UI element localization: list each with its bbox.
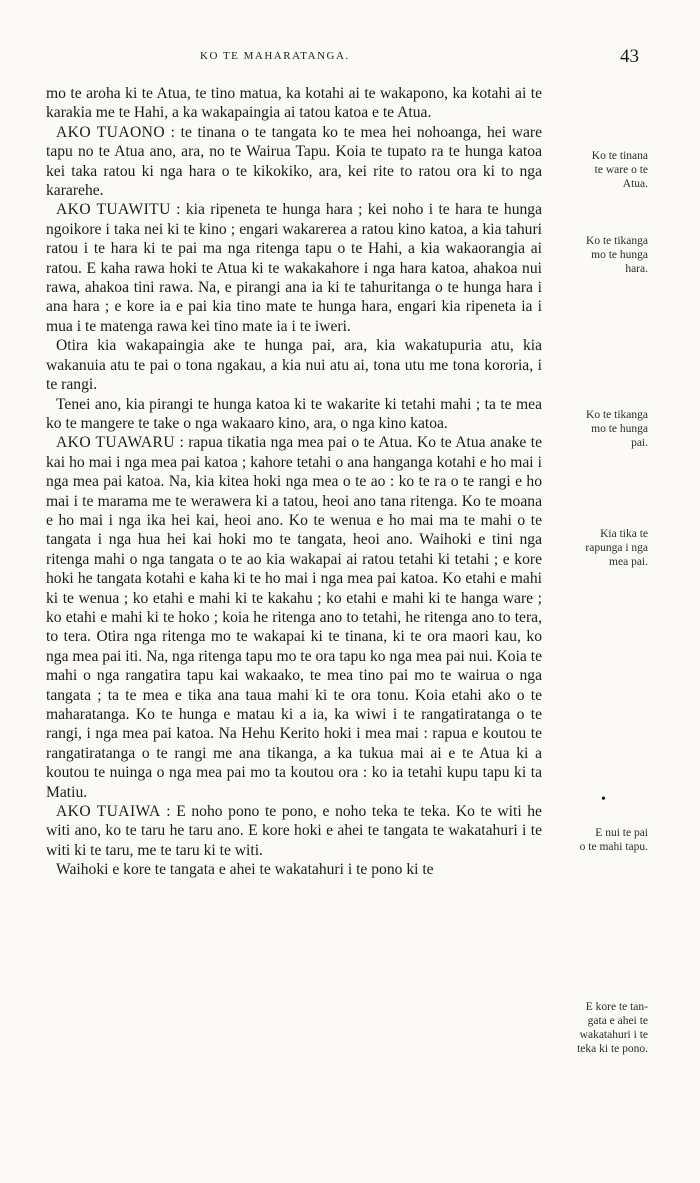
paragraph-ako-tuawaru: AKO TUAWARU : rapua tikatia nga mea pai o te Atua. Ko te Atua anake te kai ho mai i nga mea pai katoa ; kahore tetahi o ana hanganga kotahi e ho mai i nga mea pai katoa. Na, kia kitea hoki nga mea o te ao : ko te ra o te rangi e ho mai i te marama me te werawera ki a tatou, heoi ano tana ritenga. Ko te moana e ho mai i nga ika hei kai, heoi ano. Ko te wenua e ho mai ma te mahi o te tangata i nga hua hei kai hoki mo te tangata, heoi ano. Waihoki e tini nga ritenga mahi o nga tangata o te ao kia wakapai ai ratou tetahi ki tetahi ; e kore hoki he tangata kotahi e kaha ki te ho mai i nga mea pai katoa. Ko etahi e mahi ki te wenua ; ko etahi e mahi ki te kakahu ; ko etahi e mahi ki te hanga ware ; ko etahi e mahi ki te hoko ; koia he ritenga ano to tetahi, he ritenga ano to tera, to tera. Otira nga ritenga mo te wakapai ki te tinana, ki te ora maori kau, ko nga mea pai iti. Na, nga ritenga tapu mo te ora tapu ko nga mea pai nui. Koia te mahi o nga rangatira tapu kai wakaako, te mea tino pai mo te wairua o nga tangata ; ta te mea e tika ana taua mahi ki te ora tonu. Koia etahi ako o te maharatanga. Ko te hunga e matau ki a ia, ka wiwi i te rangatiratanga o te rangi, i nga mea pai katoa. Na Hehu Kerito hoki i mea mai : rapua e koutou te rangatiratanga o te rangi me ana tikanga, a ka tukua mai ai e te Atua ki a koutou te nuinga o nga mea pai mo ta koutou ora : ko ia tetahi kupu tapu ki ta Matiu.	[46, 434, 542, 801]
paragraph: Tenei ano, kia pirangi te hunga katoa ki te wakarite ki tetahi mahi ; ta te mea ko te mangere te take o nga wakaaro kino, ara, o nga kino katoa.	[46, 395, 542, 432]
page-number: 43	[620, 46, 639, 67]
margin-note: E kore te tan- gata e ahei te wakatahuri i te teka ki te pono.	[577, 1001, 648, 1055]
margin-note: E nui te pai o te mahi tapu.	[579, 827, 648, 853]
page-header	[0, 48, 700, 70]
section-heading: AKO TUAIWA	[56, 803, 161, 821]
section-heading: AKO TUAWARU	[56, 434, 176, 452]
margin-note: Ko te tinana te ware o te Atua.	[591, 150, 648, 190]
body-text	[46, 84, 542, 880]
margin-note: Ko te tikanga mo te hunga hara.	[586, 235, 648, 275]
paragraph-ako-tuaono: AKO TUAONO : te tinana o te tangata ko te mea hei nohoanga, hei ware tapu no te Atua ano, ara, no te Wairua Tapu. Koia te tupato ra te hunga katoa kei taka ratou ki nga hara o te kikokiko, ara, kei rite to ratou ora ki to nga kararehe.	[46, 123, 543, 200]
paragraph-ako-tuawitu: AKO TUAWITU : kia ripeneta te hunga hara ; kei noho i te hara te hunga ngoikore i taka nei ki te kino ; engari wakarerea a ratou kino katoa, a kia tahuri ratou i te hara ki te pai ma nga ritenga tapu o te Hahi, a kia wakaorangia ai ratou. E kaha rawa hoki te Atua ki te wakakahore i nga hara katoa, ahakoa nui rawa, ahakoa tini rawa. Na, e pirangi ana ia ki te tahuritanga o te hunga hara i ana hara ; e kore ia e pai kia tino mate te hunga hara, engari kia ripeneta ia i mua i te matenga rawa kei tino mate ia i te iweri.	[46, 201, 543, 335]
section-heading: AKO TUAWITU	[56, 201, 171, 219]
paragraph: Waihoki e kore te tangata e ahei te wakatahuri i te pono ki te	[56, 861, 434, 879]
section-heading: AKO TUAONO	[56, 123, 165, 141]
margin-note: Ko te tikanga mo te hunga pai.	[586, 409, 648, 449]
paragraph-ako-tuaiwa: AKO TUAIWA : E noho pono te pono, e noho teka te teka. Ko te witi he witi ano, ko te taru he taru ano. E kore hoki e ahei te tangata te wakatahuri i te witi ki te taru, me te taru ki te witi.	[46, 803, 542, 859]
running-head: KO TE MAHARATANGA.	[200, 50, 350, 62]
paragraph: mo te aroha ki te Atua, te tino matua, ka kotahi ai te wakapono, ka kotahi ai te karakia me te Hahi, a ka wakapaingia ai tatou katoa e te Atua.	[46, 85, 542, 122]
paragraph: Otira kia wakapaingia ake te hunga pai, ara, kia wakatupuria atu, kia wakanuia atu te pai o tona ngakau, a kia nui atu ai, tona utu me tona kororia, i te rangi.	[46, 337, 542, 394]
margin-note: Kia tika te rapunga i nga mea pai.	[585, 528, 648, 568]
margin-mark: •	[601, 792, 606, 807]
